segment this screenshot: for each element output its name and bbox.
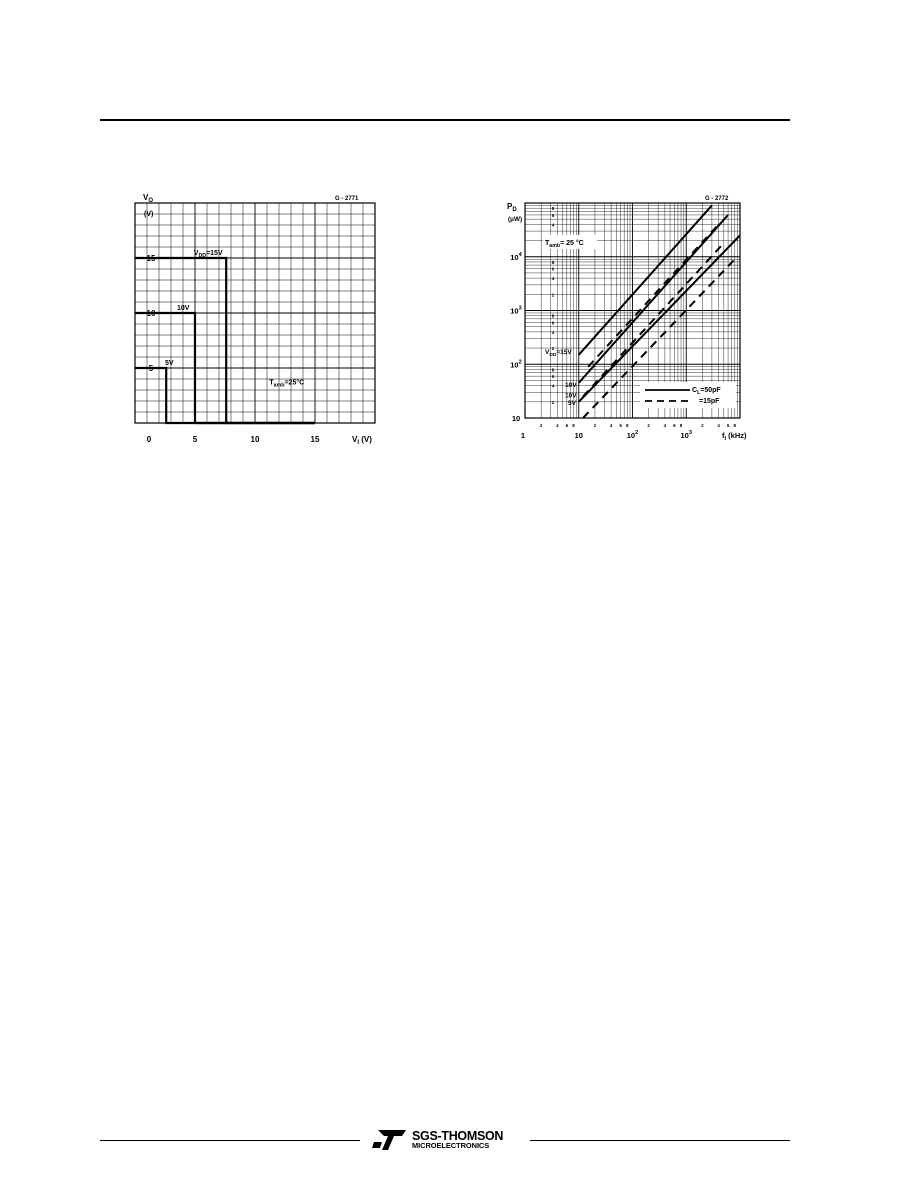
chart2-minor-tick-label: 4 — [551, 276, 555, 282]
chart1-y-axis-label: $V_O$ — [143, 193, 154, 204]
chart2-minor-tick-label: 4 — [556, 423, 559, 428]
chart1-y-tick-label: 15 — [146, 254, 156, 263]
chart2-minor-tick-label: 2 — [551, 399, 555, 405]
chart2-minor-tick-label: 8 — [551, 367, 555, 373]
chart2-minor-tick-label: 2 — [551, 346, 555, 352]
chart2-minor-tick-label: 8 — [551, 313, 555, 319]
chart2-minor-tick-label: 4 — [551, 383, 555, 389]
chart1-x-tick-label: 15 — [310, 435, 320, 444]
chart1-y-tick-label: 10 — [146, 309, 156, 318]
footer-rule-left — [100, 1140, 360, 1141]
chart2-y-axis-label: $P_D$ — [507, 202, 517, 213]
chart2-figure-id: G - 2772 — [705, 196, 729, 202]
chart2-series-label: 10V — [565, 381, 577, 389]
chart2-minor-tick-label: 8 — [626, 423, 629, 428]
chart2-legend-label: =15pF — [699, 398, 720, 405]
chart1-series-label: 5V — [165, 360, 174, 367]
chart2-minor-tick-label: 4 — [609, 423, 613, 428]
chart2-y-tick-label: $10^3$ — [510, 305, 522, 316]
chart2-minor-tick-label: 8 — [572, 423, 575, 428]
chart2-minor-tick-label: 6 — [726, 423, 730, 428]
footer-rule-right — [530, 1140, 790, 1141]
chart2-minor-tick-label: 4 — [717, 423, 720, 428]
chart1-condition-label: $T_{amb}=25^\circ C$ — [269, 379, 305, 389]
chart2-x-tick-label: $10^3$ — [680, 430, 692, 440]
chart2-minor-tick-label: 6 — [551, 320, 555, 326]
chart1-figure-id: G - 2771 — [335, 196, 359, 202]
chart2-minor-tick-label: 4 — [551, 222, 555, 228]
chart2-minor-tick-label: 6 — [619, 423, 622, 428]
header-rule — [100, 119, 790, 121]
chart1-series-line — [135, 368, 315, 423]
chart2-y-tick-label: $10^4$ — [510, 251, 522, 262]
chart2-legend-label: $C_L=50pF$ — [692, 387, 721, 396]
chart2-minor-tick-label: 4 — [551, 329, 555, 335]
chart1-x-tick-label: 10 — [250, 435, 260, 444]
st-logo-mark — [372, 1128, 408, 1152]
chart2-x-tick-label: 1 — [520, 431, 526, 440]
brand-name: SGS-THOMSON — [412, 1129, 504, 1143]
chart2-minor-tick-label: 2 — [593, 423, 597, 428]
chart2-minor-tick-label: 2 — [539, 423, 543, 428]
power-dissipation-chart — [505, 188, 775, 450]
brand-subname: MICROELECTRONICS — [412, 1141, 490, 1150]
chart2-minor-tick-label: 6 — [551, 266, 555, 272]
chart2-condition-label: $T_{amb}= 25$ °C — [545, 240, 584, 249]
chart1-x-axis-label: $V_I$ (V) — [352, 435, 372, 446]
chart2-minor-tick-label: 6 — [551, 212, 555, 218]
chart2-minor-tick-label: 8 — [679, 423, 683, 428]
chart2-minor-tick-label: 2 — [551, 292, 555, 298]
chart1-series-label: 10V — [177, 305, 190, 312]
chart2-minor-tick-label: 6 — [565, 423, 569, 428]
chart2-x-tick-label: $f_I$ (kHz) — [722, 431, 747, 442]
chart2-series-line — [579, 215, 728, 383]
chart1-x-tick-label: 5 — [192, 435, 198, 444]
chart2-x-tick-label: 10 — [574, 431, 583, 440]
output-voltage-chart — [130, 188, 400, 450]
chart2-legend-bg — [640, 382, 736, 408]
chart2-y-tick-label: 10 — [511, 414, 521, 423]
chart2-minor-tick-label: 8 — [733, 423, 737, 428]
chart2-series-label: $V_{DD}=15V$ — [545, 348, 572, 358]
chart2-series-line — [579, 235, 740, 401]
st-logo — [372, 1128, 532, 1154]
chart1-series-label: $V_{DD}=15V$ — [193, 250, 223, 259]
chart2-x-tick-label: $10^2$ — [626, 430, 639, 440]
chart1-y-tick-label: 5 — [148, 364, 154, 373]
chart2-y-axis-unit: (µW) — [508, 216, 523, 223]
chart1-series-line — [135, 258, 315, 423]
chart1-x-tick-label: 0 — [146, 435, 152, 444]
chart2-series-label: 10V — [565, 392, 577, 400]
chart2-minor-tick-label: 8 — [551, 259, 555, 265]
chart2-minor-tick-label: 2 — [701, 423, 704, 428]
chart1-y-axis-unit: (V) — [144, 211, 154, 218]
chart2-y-tick-label: $10^2$ — [510, 359, 522, 370]
chart2-series-dashed-line — [583, 243, 724, 397]
chart2-minor-tick-label: 2 — [647, 423, 650, 428]
chart2-series-label: 5V — [568, 399, 576, 407]
chart2-minor-tick-label: 6 — [673, 423, 676, 428]
chart2-minor-tick-label: 6 — [551, 374, 555, 380]
chart2-minor-tick-label: 8 — [551, 206, 555, 212]
chart2-minor-tick-label: 4 — [663, 423, 667, 428]
